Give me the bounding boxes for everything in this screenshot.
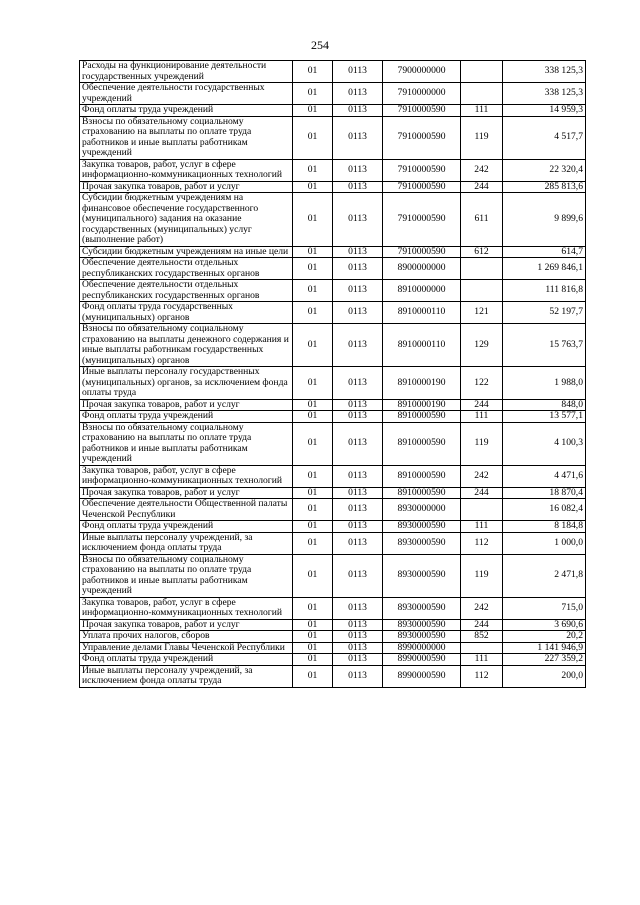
expense-type-cell: 244 [461, 487, 503, 499]
subsection-code-cell: 0113 [333, 159, 383, 181]
amount-cell: 9 899,6 [503, 193, 586, 247]
expense-type-cell [461, 499, 503, 521]
target-article-cell: 8910000190 [383, 367, 461, 400]
item-name-cell: Взносы по обязательному социальному страхованию на выплаты по оплате труда работников и иные выплаты работникам учреждений [80, 554, 293, 597]
section-code-cell: 01 [293, 487, 333, 499]
subsection-code-cell: 0113 [333, 487, 383, 499]
target-article-cell: 8910000590 [383, 465, 461, 487]
subsection-code-cell: 0113 [333, 642, 383, 654]
amount-cell: 20,2 [503, 631, 586, 643]
target-article-cell: 8930000000 [383, 499, 461, 521]
subsection-code-cell: 0113 [333, 280, 383, 302]
amount-cell: 4 517,7 [503, 116, 586, 159]
table-row [80, 193, 586, 247]
table-row [80, 487, 586, 499]
expense-type-cell: 242 [461, 465, 503, 487]
table-row [80, 499, 586, 521]
item-name-cell: Субсидии бюджетным учреждениям на иные цели [80, 246, 293, 258]
subsection-code-cell: 0113 [333, 116, 383, 159]
item-name-cell: Иные выплаты персоналу учреждений, за исключением фонда оплаты труда [80, 665, 293, 687]
section-code-cell: 01 [293, 597, 333, 619]
item-name-cell: Фонд оплаты труда учреждений [80, 654, 293, 666]
item-name-cell: Прочая закупка товаров, работ и услуг [80, 399, 293, 411]
table-row [80, 532, 586, 554]
expense-type-cell: 111 [461, 411, 503, 423]
amount-cell: 52 197,7 [503, 302, 586, 324]
item-name-cell: Прочая закупка товаров, работ и услуг [80, 181, 293, 193]
expense-type-cell: 129 [461, 324, 503, 367]
target-article-cell: 8910000110 [383, 324, 461, 367]
amount-cell: 614,7 [503, 246, 586, 258]
expense-type-cell: 119 [461, 422, 503, 465]
table-row [80, 246, 586, 258]
table-row [80, 411, 586, 423]
table-row [80, 597, 586, 619]
amount-cell: 8 184,8 [503, 521, 586, 533]
target-article-cell: 7910000590 [383, 116, 461, 159]
amount-cell: 227 359,2 [503, 654, 586, 666]
item-name-cell: Управление делами Главы Чеченской Республики [80, 642, 293, 654]
expense-type-cell: 612 [461, 246, 503, 258]
expense-type-cell: 244 [461, 619, 503, 631]
section-code-cell: 01 [293, 654, 333, 666]
subsection-code-cell: 0113 [333, 554, 383, 597]
table-row [80, 181, 586, 193]
item-name-cell: Иные выплаты персоналу государственных (муниципальных) органов, за исключением фонда оплаты труда [80, 367, 293, 400]
section-code-cell: 01 [293, 246, 333, 258]
target-article-cell: 8910000000 [383, 280, 461, 302]
section-code-cell: 01 [293, 619, 333, 631]
section-code-cell: 01 [293, 181, 333, 193]
target-article-cell: 8930000590 [383, 521, 461, 533]
subsection-code-cell: 0113 [333, 597, 383, 619]
expense-type-cell: 112 [461, 532, 503, 554]
section-code-cell: 01 [293, 258, 333, 280]
item-name-cell: Взносы по обязательному социальному страхованию на выплаты денежного содержания и иные выплаты работникам государственных (муниципальных) органов [80, 324, 293, 367]
target-article-cell: 8930000590 [383, 554, 461, 597]
target-article-cell: 8910000590 [383, 487, 461, 499]
section-code-cell: 01 [293, 193, 333, 247]
table-row [80, 116, 586, 159]
subsection-code-cell: 0113 [333, 246, 383, 258]
section-code-cell: 01 [293, 465, 333, 487]
table-row [80, 302, 586, 324]
item-name-cell: Взносы по обязательному социальному страхованию на выплаты по оплате труда работников и иные выплаты работникам учреждений [80, 422, 293, 465]
item-name-cell: Иные выплаты персоналу учреждений, за исключением фонда оплаты труда [80, 532, 293, 554]
target-article-cell: 8930000590 [383, 597, 461, 619]
target-article-cell: 7910000590 [383, 105, 461, 117]
table-row [80, 665, 586, 687]
section-code-cell: 01 [293, 532, 333, 554]
table-row [80, 521, 586, 533]
expense-type-cell [461, 258, 503, 280]
subsection-code-cell: 0113 [333, 665, 383, 687]
expense-type-cell: 119 [461, 554, 503, 597]
amount-cell: 3 690,6 [503, 619, 586, 631]
table-row [80, 258, 586, 280]
amount-cell: 1 000,0 [503, 532, 586, 554]
table-row [80, 83, 586, 105]
section-code-cell: 01 [293, 399, 333, 411]
amount-cell: 111 816,8 [503, 280, 586, 302]
page-number: 254 [311, 38, 329, 52]
subsection-code-cell: 0113 [333, 181, 383, 193]
expense-type-cell [461, 61, 503, 83]
table-row [80, 324, 586, 367]
expense-type-cell: 111 [461, 521, 503, 533]
amount-cell: 848,0 [503, 399, 586, 411]
subsection-code-cell: 0113 [333, 324, 383, 367]
subsection-code-cell: 0113 [333, 105, 383, 117]
target-article-cell: 7900000000 [383, 61, 461, 83]
item-name-cell: Прочая закупка товаров, работ и услуг [80, 487, 293, 499]
table-row [80, 554, 586, 597]
amount-cell: 4 100,3 [503, 422, 586, 465]
expense-type-cell: 244 [461, 181, 503, 193]
table-row [80, 280, 586, 302]
section-code-cell: 01 [293, 61, 333, 83]
table-row [80, 642, 586, 654]
item-name-cell: Уплата прочих налогов, сборов [80, 631, 293, 643]
item-name-cell: Обеспечение деятельности отдельных республиканских государственных органов [80, 280, 293, 302]
subsection-code-cell: 0113 [333, 422, 383, 465]
target-article-cell: 7910000590 [383, 159, 461, 181]
expense-type-cell: 111 [461, 654, 503, 666]
subsection-code-cell: 0113 [333, 521, 383, 533]
section-code-cell: 01 [293, 422, 333, 465]
amount-cell: 200,0 [503, 665, 586, 687]
amount-cell: 2 471,8 [503, 554, 586, 597]
amount-cell: 14 959,3 [503, 105, 586, 117]
expense-type-cell [461, 83, 503, 105]
amount-cell: 1 269 846,1 [503, 258, 586, 280]
section-code-cell: 01 [293, 324, 333, 367]
section-code-cell: 01 [293, 521, 333, 533]
item-name-cell: Фонд оплаты труда учреждений [80, 521, 293, 533]
target-article-cell: 8930000590 [383, 619, 461, 631]
target-article-cell: 7910000590 [383, 181, 461, 193]
table-row [80, 105, 586, 117]
table-row [80, 422, 586, 465]
subsection-code-cell: 0113 [333, 411, 383, 423]
expense-type-cell: 119 [461, 116, 503, 159]
subsection-code-cell: 0113 [333, 193, 383, 247]
expense-type-cell: 244 [461, 399, 503, 411]
target-article-cell: 8910000110 [383, 302, 461, 324]
section-code-cell: 01 [293, 554, 333, 597]
section-code-cell: 01 [293, 642, 333, 654]
amount-cell: 1 988,0 [503, 367, 586, 400]
target-article-cell: 8990000000 [383, 642, 461, 654]
section-code-cell: 01 [293, 665, 333, 687]
amount-cell: 715,0 [503, 597, 586, 619]
target-article-cell: 8910000190 [383, 399, 461, 411]
expense-type-cell [461, 642, 503, 654]
expense-type-cell: 242 [461, 597, 503, 619]
amount-cell: 1 141 946,9 [503, 642, 586, 654]
target-article-cell: 8900000000 [383, 258, 461, 280]
item-name-cell: Фонд оплаты труда государственных (муниципальных) органов [80, 302, 293, 324]
amount-cell: 338 125,3 [503, 83, 586, 105]
amount-cell: 16 082,4 [503, 499, 586, 521]
expense-type-cell: 112 [461, 665, 503, 687]
expense-type-cell: 242 [461, 159, 503, 181]
subsection-code-cell: 0113 [333, 367, 383, 400]
subsection-code-cell: 0113 [333, 399, 383, 411]
section-code-cell: 01 [293, 631, 333, 643]
item-name-cell: Субсидии бюджетным учреждениям на финансовое обеспечение государственного (муниципального) задания на оказание государственных (муниципальных) услуг (выполнение работ) [80, 193, 293, 247]
subsection-code-cell: 0113 [333, 83, 383, 105]
subsection-code-cell: 0113 [333, 302, 383, 324]
expense-type-cell [461, 280, 503, 302]
item-name-cell: Закупка товаров, работ, услуг в сфере информационно-коммуникационных технологий [80, 597, 293, 619]
subsection-code-cell: 0113 [333, 61, 383, 83]
amount-cell: 22 320,4 [503, 159, 586, 181]
expense-type-cell: 611 [461, 193, 503, 247]
amount-cell: 15 763,7 [503, 324, 586, 367]
expense-type-cell: 111 [461, 105, 503, 117]
item-name-cell: Расходы на функционирование деятельности государственных учреждений [80, 61, 293, 83]
item-name-cell: Закупка товаров, работ, услуг в сфере информационно-коммуникационных технологий [80, 159, 293, 181]
section-code-cell: 01 [293, 302, 333, 324]
subsection-code-cell: 0113 [333, 258, 383, 280]
subsection-code-cell: 0113 [333, 654, 383, 666]
table-row [80, 159, 586, 181]
target-article-cell: 8910000590 [383, 422, 461, 465]
subsection-code-cell: 0113 [333, 631, 383, 643]
item-name-cell: Обеспечение деятельности Общественной палаты Чеченской Республики [80, 499, 293, 521]
section-code-cell: 01 [293, 159, 333, 181]
expense-type-cell: 121 [461, 302, 503, 324]
item-name-cell: Фонд оплаты труда учреждений [80, 411, 293, 423]
target-article-cell: 8990000590 [383, 654, 461, 666]
amount-cell: 18 870,4 [503, 487, 586, 499]
target-article-cell: 8990000590 [383, 665, 461, 687]
amount-cell: 338 125,3 [503, 61, 586, 83]
table-row [80, 465, 586, 487]
table-row [80, 631, 586, 643]
target-article-cell: 7910000590 [383, 246, 461, 258]
table-row [80, 61, 586, 83]
target-article-cell: 7910000000 [383, 83, 461, 105]
section-code-cell: 01 [293, 105, 333, 117]
item-name-cell: Обеспечение деятельности государственных учреждений [80, 83, 293, 105]
table-row [80, 619, 586, 631]
section-code-cell: 01 [293, 367, 333, 400]
expense-type-cell: 852 [461, 631, 503, 643]
section-code-cell: 01 [293, 499, 333, 521]
item-name-cell: Взносы по обязательному социальному страхованию на выплаты по оплате труда работников и иные выплаты работникам учреждений [80, 116, 293, 159]
amount-cell: 4 471,6 [503, 465, 586, 487]
item-name-cell: Закупка товаров, работ, услуг в сфере информационно-коммуникационных технологий [80, 465, 293, 487]
amount-cell: 13 577,1 [503, 411, 586, 423]
target-article-cell: 8930000590 [383, 532, 461, 554]
item-name-cell: Фонд оплаты труда учреждений [80, 105, 293, 117]
expense-type-cell: 122 [461, 367, 503, 400]
budget-table-body [80, 61, 586, 688]
item-name-cell: Прочая закупка товаров, работ и услуг [80, 619, 293, 631]
section-code-cell: 01 [293, 83, 333, 105]
section-code-cell: 01 [293, 116, 333, 159]
target-article-cell: 7910000590 [383, 193, 461, 247]
subsection-code-cell: 0113 [333, 499, 383, 521]
target-article-cell: 8910000590 [383, 411, 461, 423]
table-row [80, 399, 586, 411]
subsection-code-cell: 0113 [333, 619, 383, 631]
budget-table [79, 60, 586, 688]
section-code-cell: 01 [293, 280, 333, 302]
subsection-code-cell: 0113 [333, 465, 383, 487]
amount-cell: 285 813,6 [503, 181, 586, 193]
subsection-code-cell: 0113 [333, 532, 383, 554]
item-name-cell: Обеспечение деятельности отдельных республиканских государственных органов [80, 258, 293, 280]
target-article-cell: 8930000590 [383, 631, 461, 643]
table-row [80, 654, 586, 666]
table-row [80, 367, 586, 400]
section-code-cell: 01 [293, 411, 333, 423]
